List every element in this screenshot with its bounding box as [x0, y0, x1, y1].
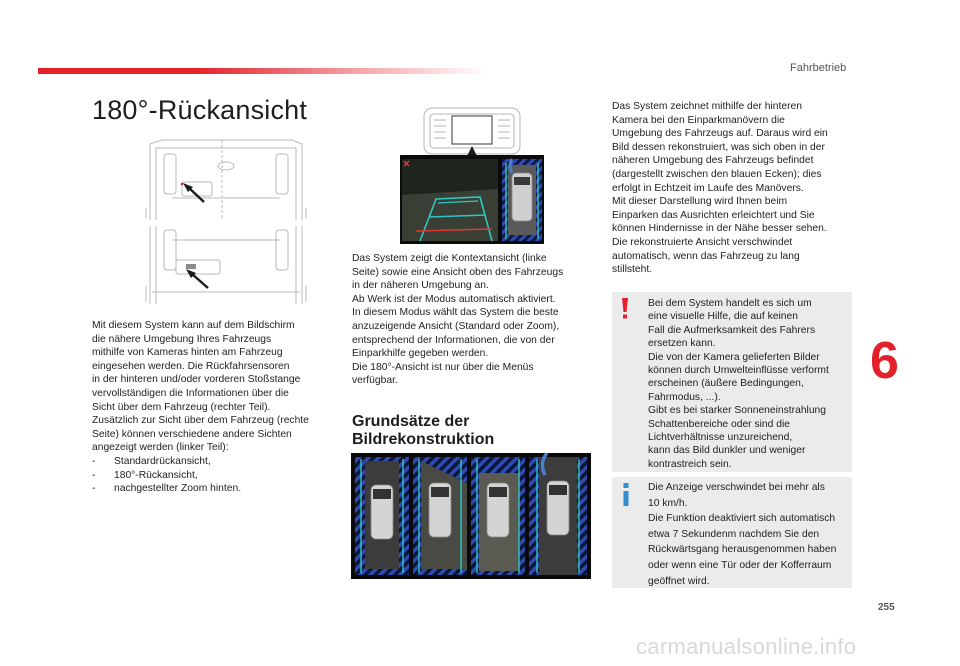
dashboard-screen-illustration — [422, 106, 522, 158]
list-dash: - — [92, 483, 96, 495]
list-item-text: nachgestellter Zoom hinten. — [114, 483, 242, 495]
reconstruction-text — [612, 100, 852, 277]
list-dash: - — [92, 469, 96, 481]
van-rear-illustration-bottom — [142, 226, 307, 304]
list-item — [92, 482, 332, 496]
info-box — [612, 477, 852, 588]
warning-text: Bei dem System handelt es sich um eine visuelle Hilfe, die auf keinen Fall die Aufmerksamkeit des Fahrers ersetzen kann. Die von der Kamera gelieferten Bilder können durch Umwelteinflüsse verformt erscheinen (äußere Bedingungen, Fahrmodus, ...). Gibt es bei starker Sonneneinstrahlung Schattenbereiche oder sind die Lichtverhältnisse unzureichend, kann das Bild dunkler und weniger kontrastreich sein. — [648, 298, 829, 470]
camera-display-illustration — [400, 155, 544, 244]
intro-text-block — [92, 319, 332, 496]
list-item-text: Standardrückansicht, — [114, 455, 211, 467]
page-number: 255 — [878, 602, 895, 613]
footer-watermark: carmanualsonline.info — [636, 634, 857, 659]
reconstruction-sequence-illustration — [351, 453, 591, 579]
warning-box — [612, 292, 852, 472]
reconstruction-paragraph: Das System zeichnet mithilfe der hinteren Kamera bei den Einparkmanövern die Umgebung des Fahrzeugs auf. Daraus wird ein Bild dessen rekonstruiert, was sich oben in der näheren Umgebung des Fahrzeugs befindet (dargestellt zwischen den blauen Ecken); dies erfolgt in Echtzeit im Laufe des Manövers. Mit dieser Darstellung wird Ihnen beim Einparken das Ausrichten erleichtert und Sie können Hindernisse in der Nähe besser sehen. Die rekonstruierte Ansicht verschwindet automatisch, wenn das Fahrzeug zu lang stillsteht. — [612, 101, 828, 276]
page-title: 180°-Rückansicht — [92, 95, 308, 125]
van-rear-illustration-top — [142, 138, 307, 220]
header-accent-bar — [38, 68, 488, 74]
exclamation-icon — [619, 297, 631, 321]
view-list — [92, 455, 332, 496]
list-item-text: 180°-Rückansicht, — [114, 469, 198, 481]
list-dash: - — [92, 455, 96, 467]
info-text: Die Anzeige verschwindet bei mehr als 10 km/h. Die Funktion deaktiviert sich automatisch etwa 7 Sekundenm nachdem Sie den Rückwärtsgang herausgenommen haben oder wenn eine Tür oder der Kofferraum geöffnet wird. — [648, 482, 837, 587]
section-heading: Grundsätze der Bildrekonstruktion — [352, 413, 495, 448]
info-icon — [621, 483, 631, 507]
list-item — [92, 455, 332, 469]
context-view-text — [352, 252, 596, 388]
section-title: Fahrbetrieb — [790, 62, 847, 74]
context-view-paragraph: Das System zeigt die Kontextansicht (linke Seite) sowie eine Ansicht oben des Fahrzeugs in der näheren Umgebung an. Ab Werk ist der Modus automatisch aktiviert. In diesem Modus wählt das System die beste anzuzeigende Ansicht (Standard oder Zoom), entsprechend der Informationen, die von der Einparkhilfe gegeben werden. Die 180°-Ansicht ist nur über die Menüs verfügbar. — [352, 253, 564, 387]
chapter-number: 6 — [870, 332, 899, 390]
list-item — [92, 469, 332, 483]
intro-paragraph: Mit diesem System kann auf dem Bildschirm die nähere Umgebung Ihres Fahrzeugs mithilfe von Kameras hinten am Fahrzeug eingesehen werden. Die Rückfahrsensoren in der hinteren und/oder vorderen Stoßstange vervollständigen die Informationen über die Sicht über dem Fahrzeug (rechter Teil). Zusätzlich zur Sicht über dem Fahrzeug (rechte Seite) können verschiedene andere Sichten angezeigt werden (linker Teil): — [92, 320, 309, 454]
